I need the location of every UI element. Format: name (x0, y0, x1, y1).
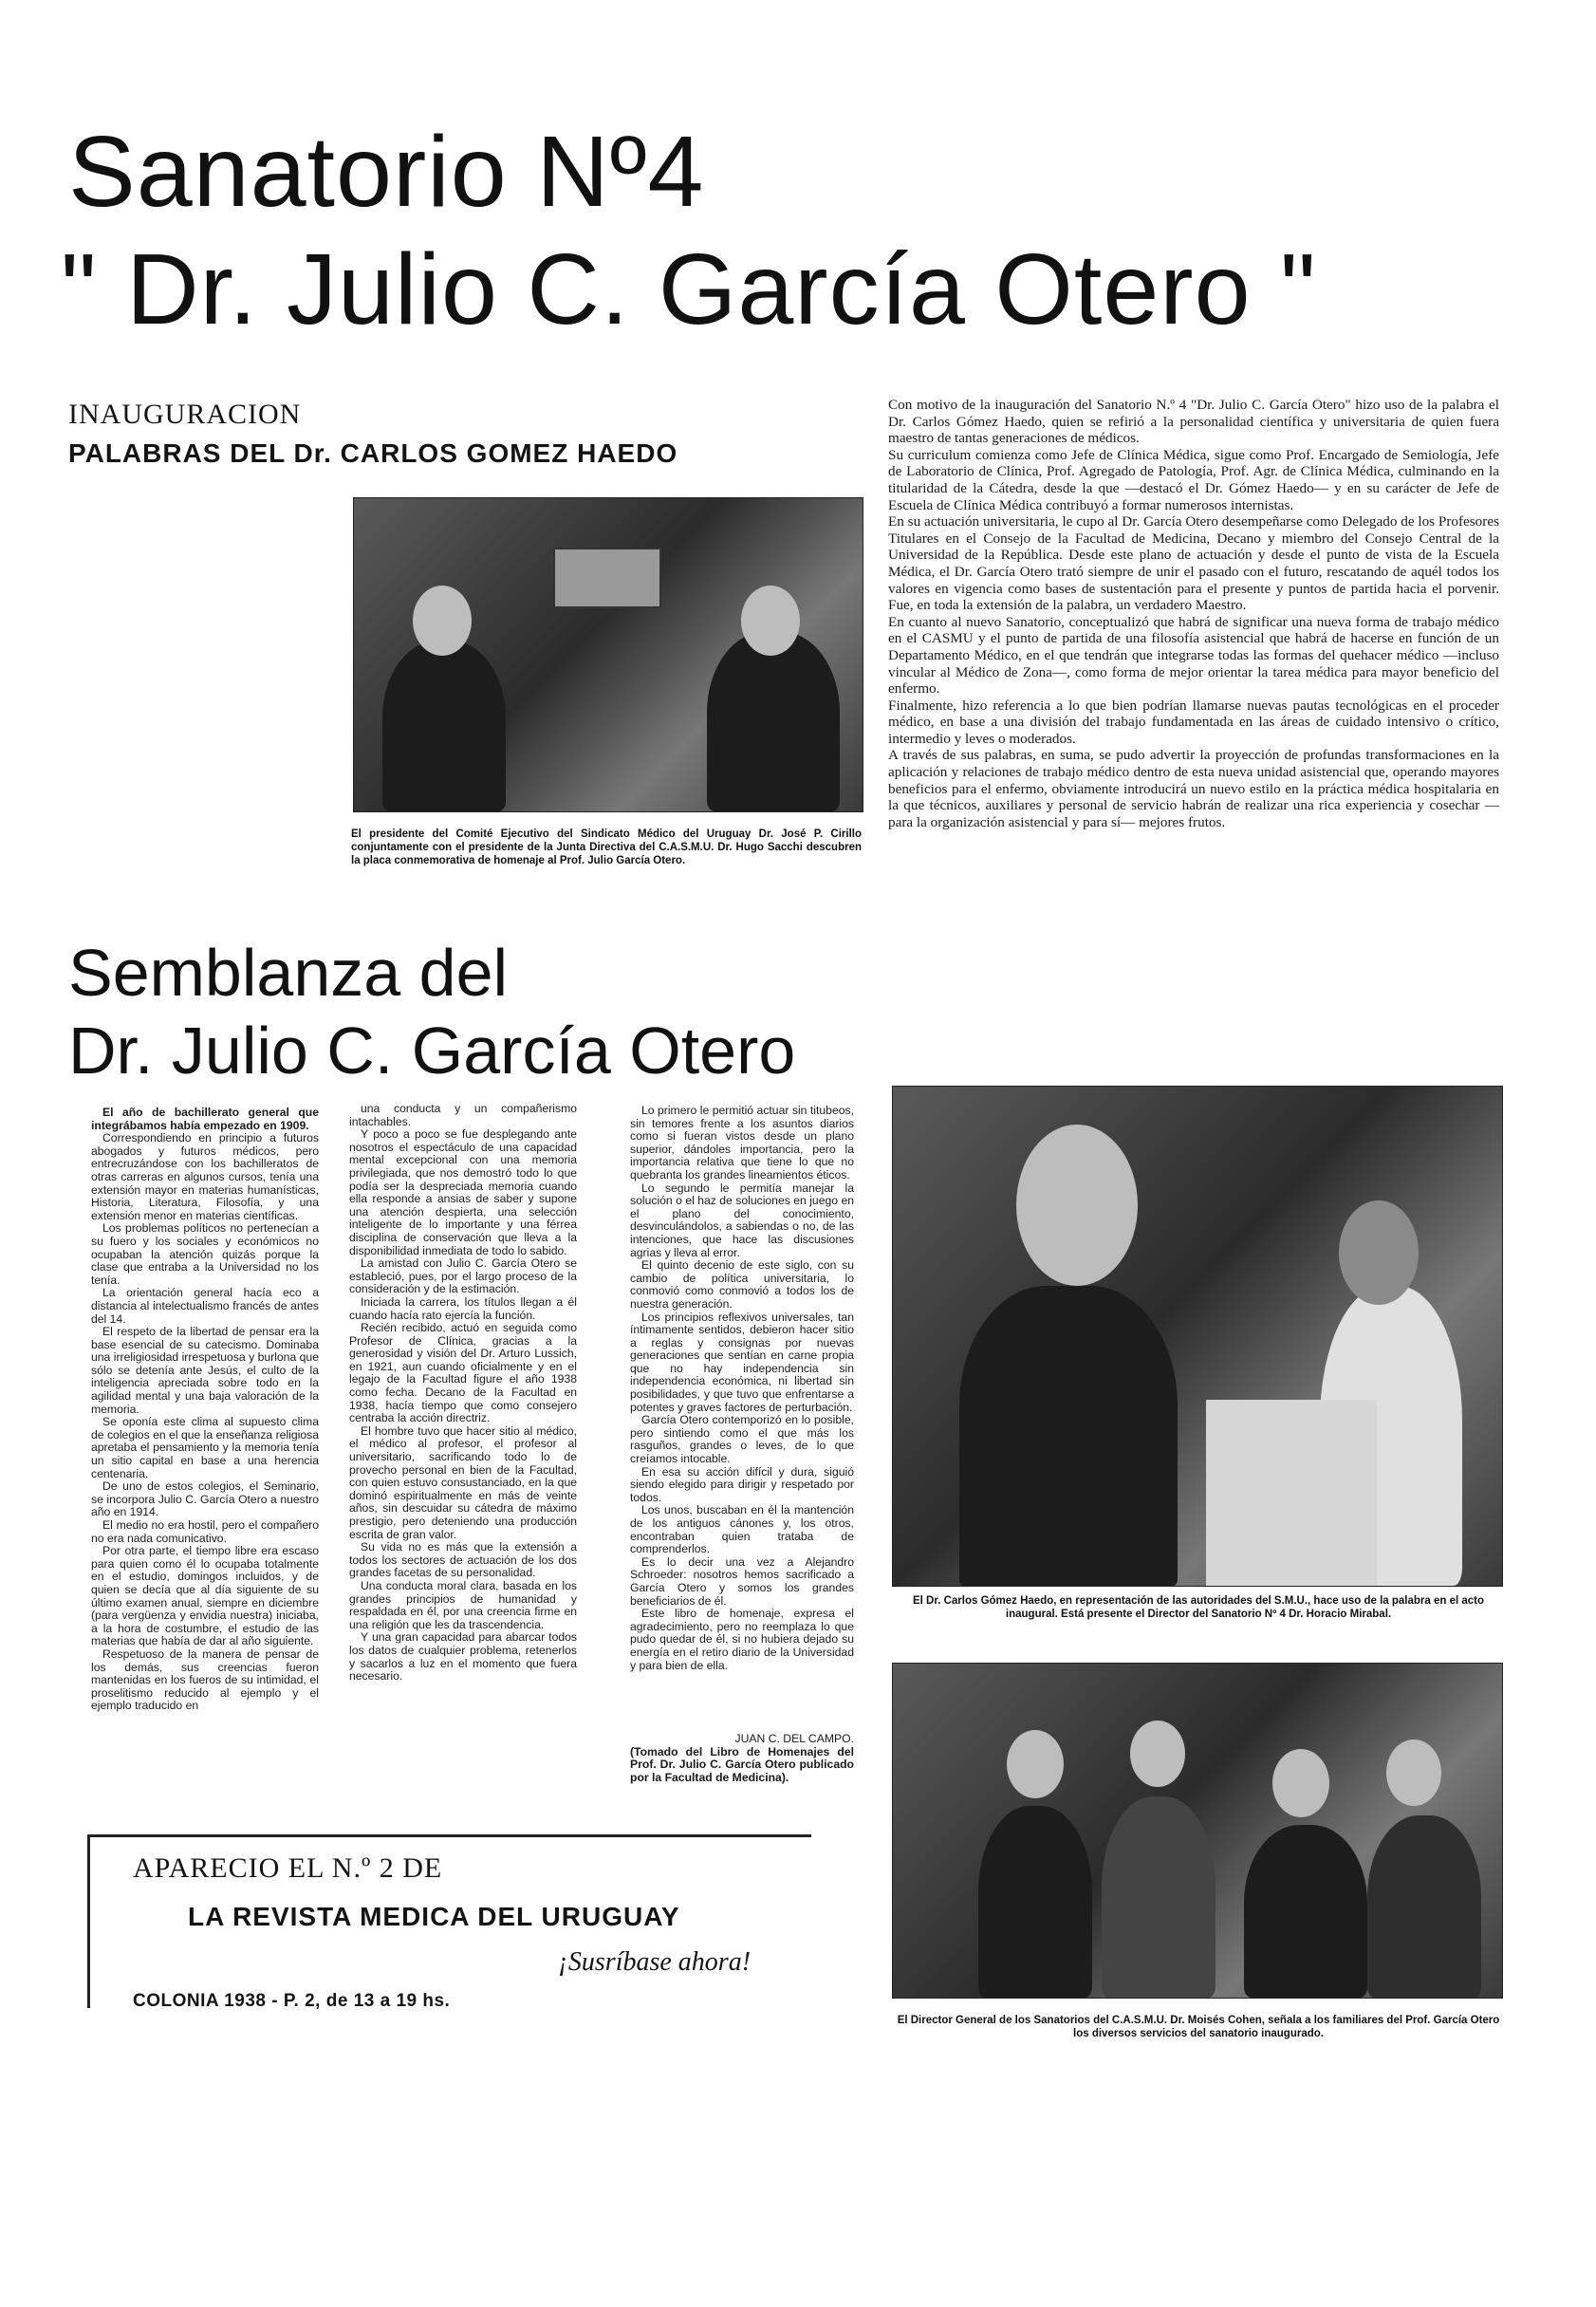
signature-source: (Tomado del Libro de Homenajes del Prof. Dr. Julio C. García Otero publicado por la Facultad de Medicina). (630, 1744, 854, 1784)
article-column-3 (630, 1105, 854, 1672)
paragraph: Y poco a poco se fue desplegando ante nosotros el espectáculo de una capacidad mental excepcional con una memoria privilegiada, que nos demostró todo lo que podía ser la despreciada memoria cuando ella responde a ansias de saber y supone una atención despierta, una selección inteligente de lo importante y una férrea disciplina de conservación que lleva a la disponibilidad inmediata de todo lo sabido. (349, 1127, 577, 1257)
right-article (888, 397, 1499, 830)
paragraph: Y una gran capacidad para abarcar todos los datos de cualquier problema, retenerlos y sacarlos a luz en el momento que fuera necesario. (349, 1630, 577, 1684)
paragraph: Su vida no es más que la extensión a todos los sectores de actuación de los dos grandes facetas de su personalidad. (349, 1540, 577, 1580)
signature-block (630, 1733, 854, 1784)
signature-name: JUAN C. DEL CAMPO. (734, 1732, 854, 1745)
paragraph: Este libro de homenaje, expresa el agradecimiento, pero no reemplaza lo que pudo quedar de él, si no hubiera dejado su energía en el retiro diario de la Universidad y para bien de ella. (630, 1607, 854, 1672)
paragraph: A través de sus palabras, en suma, se pudo advertir la proyección de profundas transformaciones en la aplicación y relaciones de trabajo médico dentro de esta nueva unidad asistencial que, operando mayores beneficios para el enfermo, obviamente introducirá un nuevo estilo en la práctica médica hospitalaria en la que técnicos, auxiliares y personal de servicio habrán de realizar una rica experiencia y cosechar —para la organización asistencial y para sí— mejores frutos. (888, 747, 1499, 830)
paragraph: Lo primero le permitió actuar sin titubeos, sin temores frente a los asuntos diarios como si fueran vistos desde un plano superior, dándoles importancia, pero la importancia relativa que tiene lo que no quebranta los grandes lineamientos éticos. (630, 1104, 854, 1181)
paragraph: Los problemas políticos no pertenecían a su fuero y los sociales y económicos no ocupaban la atención quizás porque la clase que entraba a la Universidad no los tenía. (91, 1221, 319, 1287)
paragraph: En esa su acción difícil y dura, siguió siendo elegido para dirigir y respetado por todos. (630, 1464, 854, 1504)
paragraph: De uno de estos colegios, el Seminario, se incorpora Julio C. García Otero a nuestro año en 1914. (91, 1479, 319, 1519)
photo3-caption: El Director General de los Sanatorios del C.A.S.M.U. Dr. Moisés Cohen, señala a los familiares del Prof. García Otero los diversos servicios del sanatorio inaugurado. (897, 2015, 1500, 2039)
photo-speech (892, 1086, 1503, 1587)
photo-visit (892, 1663, 1503, 1999)
ad-line-4: COLONIA 1938 - P. 2, de 13 a 19 hs. (133, 1991, 451, 2011)
paragraph: Su curriculum comienza como Jefe de Clínica Médica, sigue como Prof. Encargado de Semiología, Jefe de Laboratorio de Clínica, Prof. Agregado de Patología, Prof. Agr. de Clínica Médica, culminando en la titularidad de la Cátedra, desde la que —destacó el Dr. Gómez Haedo— y en su carácter de Jefe de Escuela de Clínica Médica contribuyó a formar numerosos internistas. (888, 446, 1499, 513)
paragraph: Respetuoso de la manera de pensar de los demás, sus creencias fueron mantenidas en los fueros de su intimidad, el proselitismo reducido al ejemplo y el ejemplo traducido en (91, 1647, 319, 1713)
ad-line-3: ¡Susríbase ahora! (558, 1947, 752, 1977)
paragraph: Recién recibido, actuó en seguida como Profesor de Clínica, gracias a la generosidad y visión del Dr. Arturo Lussich, en 1921, aun cuando oficialmente y en el legajo de la Facultad figure el año 1938 como fecha. Decano de la Facultad en 1938, hacía tiempo que como consejero centraba la acción directriz. (349, 1321, 577, 1425)
paragraph: El año de bachillerato general que integrábamos había empezado en 1909. (91, 1106, 319, 1132)
article-column-2 (349, 1103, 577, 1684)
paragraph: Los principios reflexivos universales, tan íntimamente sentidos, debieron hacer sitio a reglas y consignas por nuevas generaciones que sentían en carne propia que no hay independencia sin independencia económica, ni libertad sin posibilidades, y que tuvo que enfrentarse a potentes y graves factores de perturbación. (630, 1310, 854, 1414)
paragraph: El quinto decenio de este siglo, con su cambio de política universitaria, lo conmovió como conmovió a todos los de nuestra generación. (630, 1258, 854, 1311)
photo1-caption: El presidente del Comité Ejecutivo del Sindicato Médico del Uruguay Dr. José P. Cirillo conjuntamente con el presidente de la Junta Directiva del C.A.S.M.U. Dr. Hugo Sacchi descubren la placa conmemorativa de homenaje al Prof. Julio García Otero. (351, 828, 862, 866)
paragraph: El hombre tuvo que hacer sitio al médico, el médico al profesor, el profesor al universitario, sacrificando todo lo de provecho personal en bien de la Facultad, con quien estuvo consustanciado, en la que dominó espiritualmente en más de veinte años, sin descuidar su cátedra de máximo prestigio, pero deteniendo una producción escrita de gran valor. (349, 1423, 577, 1541)
paragraph: Finalmente, hizo referencia a lo que bien podrían llamarse nuevas pautas tecnológicas en el proceder médico, en base a una división del trabajo fundamentada en las áreas de cuidado intensivo o crítico, intermedio y leves o moderados. (888, 697, 1499, 747)
section-title-line2: Dr. Julio C. García Otero (68, 1014, 796, 1088)
ad-line-2: LA REVISTA MEDICA DEL URUGUAY (188, 1902, 680, 1931)
paragraph: Se oponía este clima al supuesto clima de colegios en el que la enseñanza religiosa apretaba el pensamiento y la memoria tenía un sitio capital en base a una herencia centenaria. (91, 1415, 319, 1480)
paragraph: Correspondiendo en principio a futuros abogados y futuros médicos, pero entrecruzándose con los bachilleratos de otras carreras en algunos cursos, tenía una extensión mayor en materias humanísticas, Historia, Literatura, Filosofía, y una extensión menor en materias científicas. (91, 1131, 319, 1222)
paragraph: La amistad con Julio C. García Otero se estableció, pues, por el largo proceso de la consideración y de la estimación. (349, 1256, 577, 1296)
photo-plaque-unveiling (353, 497, 863, 812)
paragraph: La orientación general hacía eco a distancia al intelectualismo francés de antes del 14. (91, 1286, 319, 1326)
paragraph: Es lo decir una vez a Alejandro Schroeder: nosotros hemos sacrificado a García Otero y somos los grandes beneficiarios de él. (630, 1554, 854, 1608)
page-title-line2: " Dr. Julio C. García Otero " (61, 233, 1317, 345)
paragraph: una conducta y un compañerismo intachables. (349, 1102, 577, 1128)
paragraph: Iniciada la carrera, los títulos llegan a él cuando hacía rato ejercía la función. (349, 1294, 577, 1322)
paragraph: García Otero contemporizó en lo posible, pero sintiendo como el que más los rasguños, grandes o leves, de lo que creíamos intocable. (630, 1413, 854, 1466)
paragraph: Lo segundo le permitía manejar la solución o el haz de soluciones en juego en el plano del conocimiento, desvinculándolos, a sabiendas o no, de las intenciones, que hace las discusiones agrias y lleva al error. (630, 1181, 854, 1259)
kicker: INAUGURACION (68, 399, 302, 430)
paragraph: En su actuación universitaria, le cupo al Dr. García Otero desempeñarse como Delegado de los Profesores Titulares en el Consejo de la Facultad de Medicina, Decano y miembro del Consejo Central de la Universidad de la República. Desde este plano de actuación y desde el punto de vista de la Escuela Médica, el Dr. García Otero trató siempre de unir el pasado con el futuro, rescatando de aquél todos los valores en vigencia como bases de sustentación para el presente y puntos de partida hacia el porvenir. Fue, en toda la extensión de la palabra, un verdadero Maestro. (888, 513, 1499, 614)
paragraph: Con motivo de la inauguración del Sanatorio N.º 4 "Dr. Julio C. García Otero" hizo uso de la palabra el Dr. Carlos Gómez Haedo, quien se refirió a la personalidad científica y universitaria de quien fuera maestro de tantas generaciones de médicos. (888, 397, 1499, 447)
photo2-caption: El Dr. Carlos Gómez Haedo, en representación de las autoridades del S.M.U., hace uso de la palabra en el acto inaugural. Está presente el Director del Sanatorio Nº 4 Dr. Horacio Mirabal. (912, 1595, 1485, 1620)
ad-line-1: APARECIO EL N.º 2 DE (133, 1852, 443, 1884)
page-title: Sanatorio Nº4 (68, 116, 705, 228)
subkicker: PALABRAS DEL Dr. CARLOS GOMEZ HAEDO (68, 438, 678, 468)
paragraph: En cuanto al nuevo Sanatorio, conceptualizó que habrá de significar una nueva forma de trabajo médico en el CASMU y el punto de partida de una filosofía asistencial que habrá de hacerse en función de un Departamento Médico, en el que tendrán que integrarse todas las formas del quehacer médico —incluso vincular al Médico de Zona—, como forma de mejor orientar la tarea médica para mayor beneficio del enfermo. (888, 613, 1499, 698)
paragraph: El medio no era hostil, pero el compañero no era nada comunicativo. (91, 1518, 319, 1545)
paragraph: Los unos, buscaban en él la mantención de los antiguos cánones y, los otros, encontraban quien trataba de comprenderlos. (630, 1503, 854, 1556)
article-column-1 (91, 1107, 319, 1713)
section-title: Semblanza del (68, 936, 509, 1010)
paragraph: El respeto de la libertad de pensar era la base esencial de su catecismo. Dominaba una irreligiosidad irrespetuosa y burlona que sólo se detenía ante Jesús, el culto de la inteligencia apreciada sobre todo en la agilidad mental y una baja valoración de la memoria. (91, 1325, 319, 1416)
paragraph: Por otra parte, el tiempo libre era escaso para quien como él lo ocupaba totalmente en el estudio, domingos incluidos, y de quien se decía que al día siguiente de su último examen anual, siempre en diciembre (para vergüenza y envidia nuestra) iniciaba, a la hora de costumbre, el estudio de las materias que había de dar al año siguiente. (91, 1544, 319, 1648)
paragraph: Una conducta moral clara, basada en los grandes principios de humanidad y respaldada en él, por una creencia firme en una religión que les da trascendencia. (349, 1578, 577, 1631)
